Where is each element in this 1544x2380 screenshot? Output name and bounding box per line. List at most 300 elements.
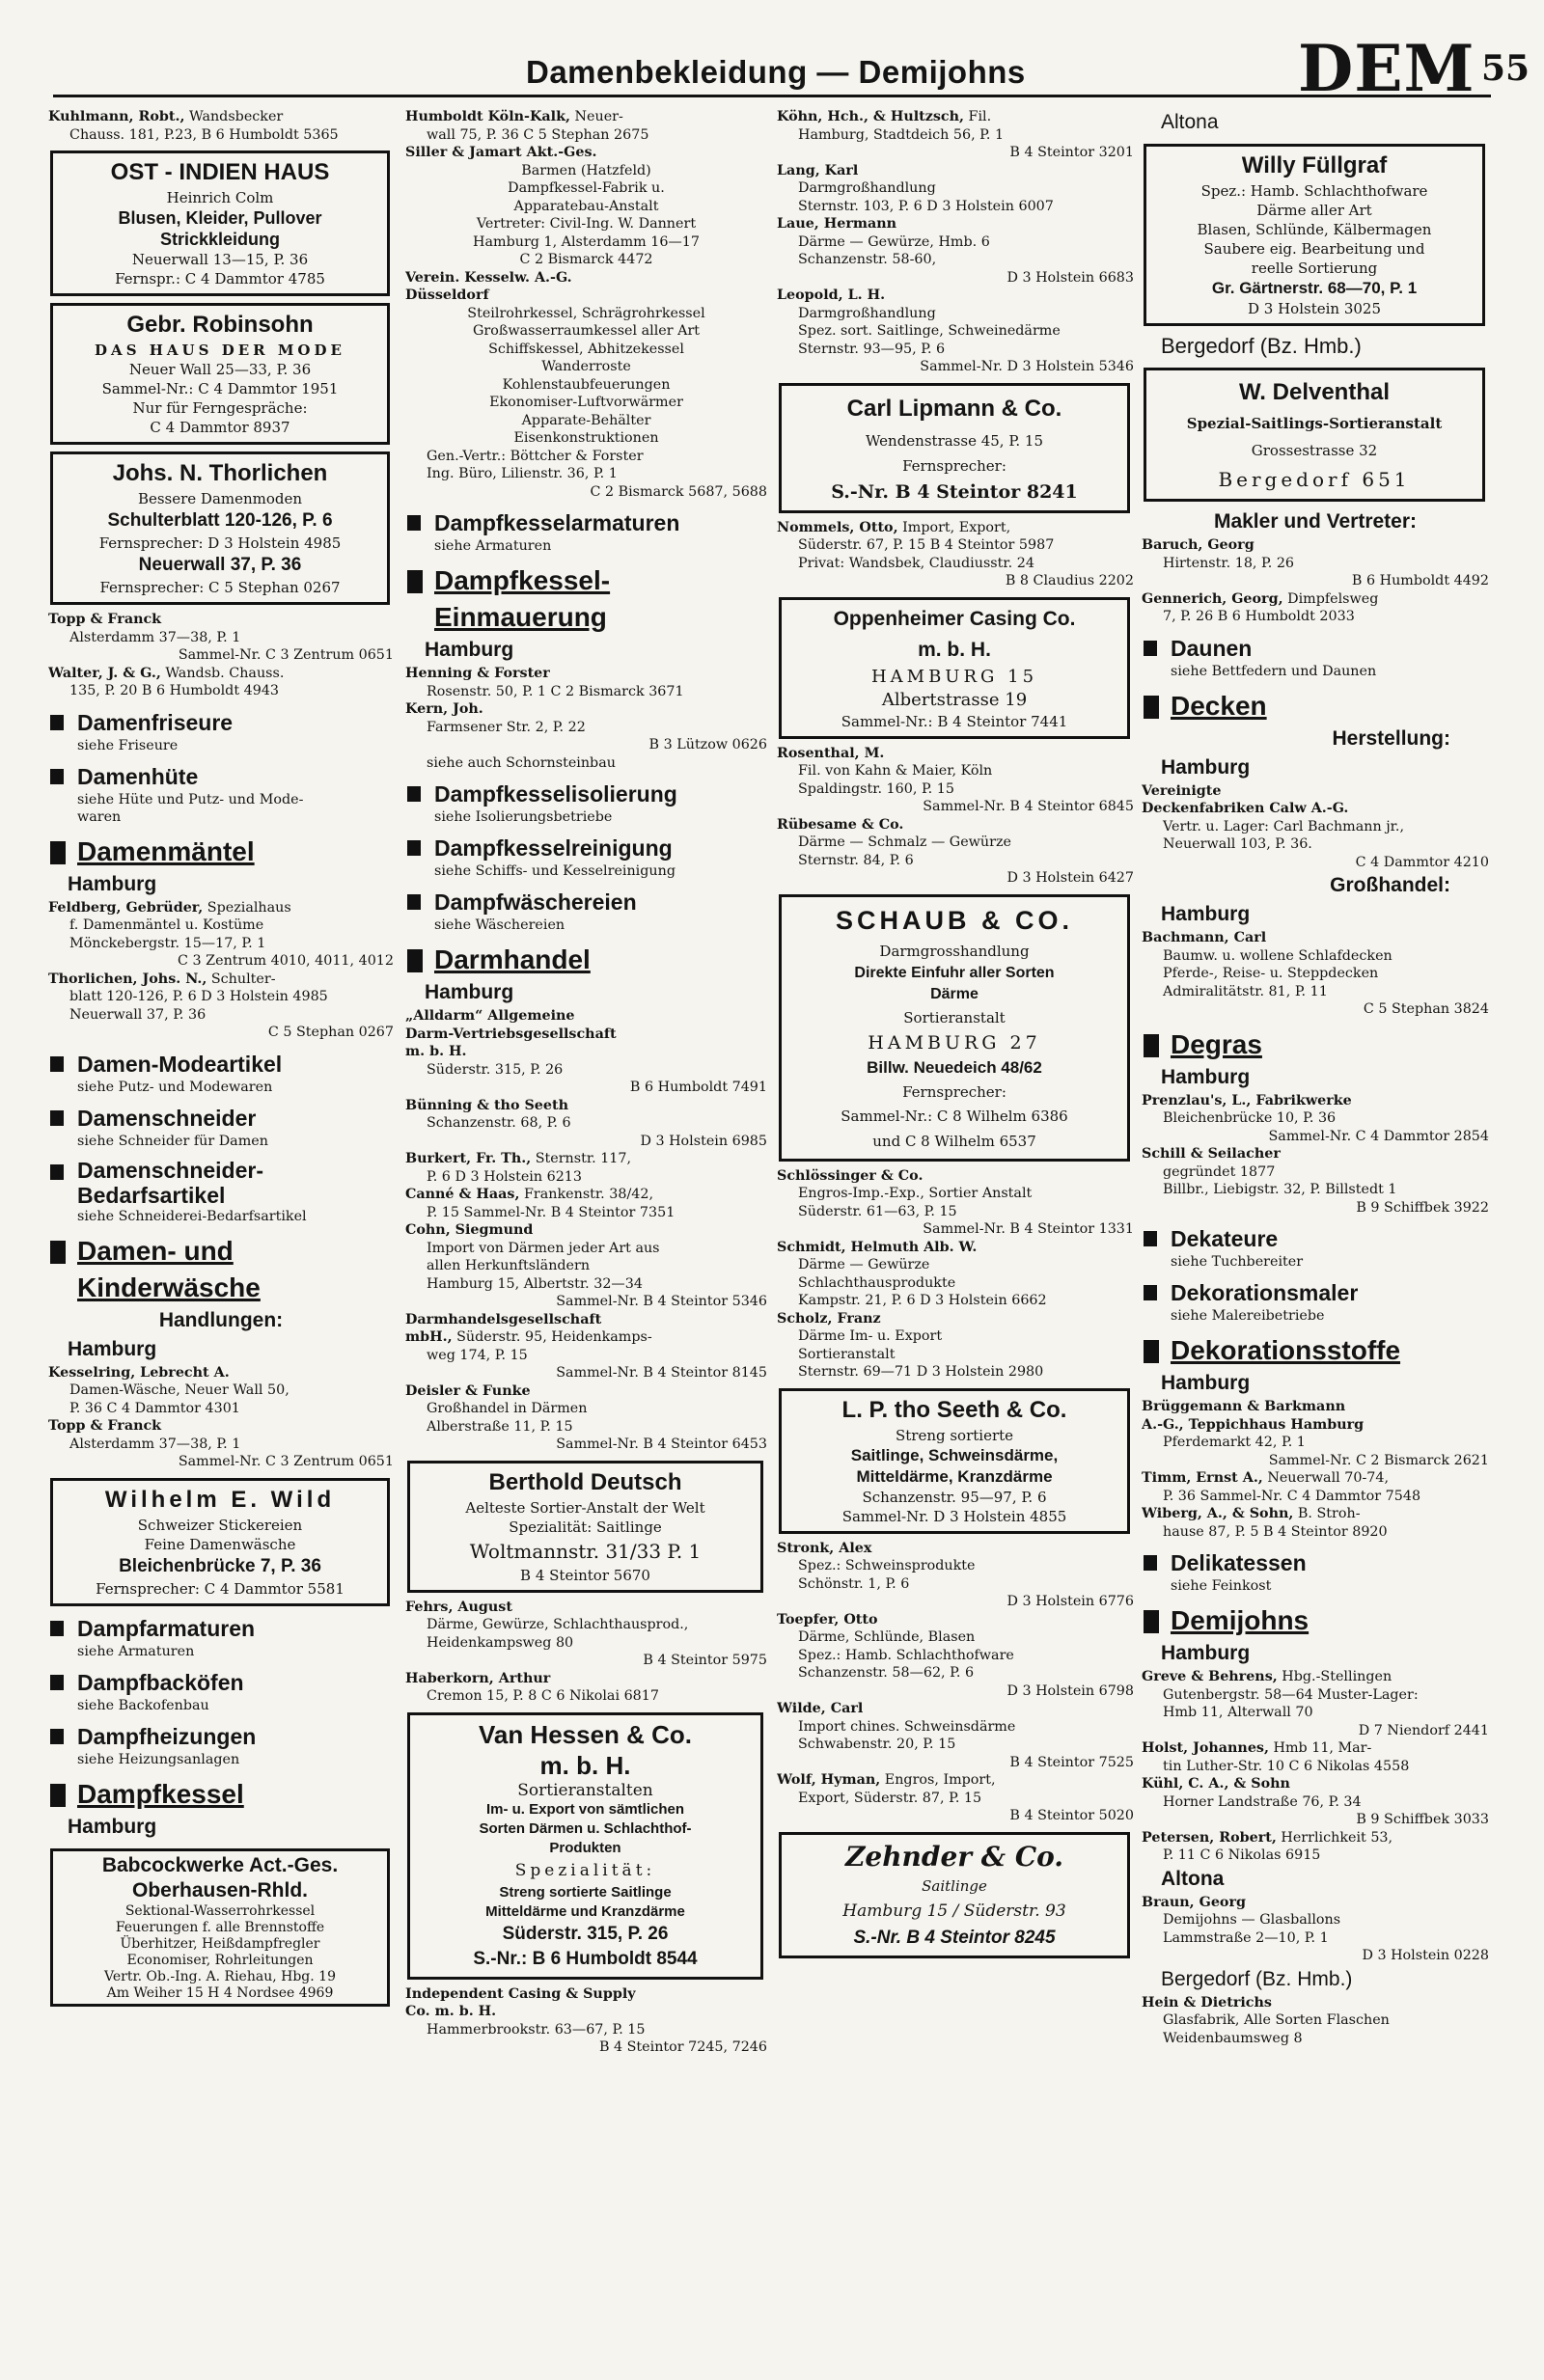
column-1 xyxy=(48,108,394,2356)
heading-dampfkessel-einmauerung-2: Einmauerung xyxy=(434,602,607,632)
entry-name: Siller & Jamart Akt.-Ges. xyxy=(405,145,597,160)
entry-line: Sammel-Nr. C 4 Dammtor 2854 xyxy=(1268,1128,1489,1144)
entry-line: Bleichenbrücke 10, P. 36 xyxy=(1163,1110,1337,1126)
entry-line: Ekonomiser-Luftvorwärmer xyxy=(489,395,683,410)
ad-line: Fernspr.: C 4 Dammtor 4785 xyxy=(115,270,325,287)
ad-title: Wilhelm E. Wild xyxy=(104,1486,336,1513)
entry-line: Ing. Büro, Lilienstr. 36, P. 1 xyxy=(427,466,618,481)
entry-list xyxy=(1142,1092,1489,1217)
column-4 xyxy=(1142,108,1489,2356)
heading-damenschneider: Damenschneider xyxy=(48,1104,394,1133)
entry-name: Humboldt Köln-Kalk, Neuer- xyxy=(405,109,623,124)
city-heading: Hamburg xyxy=(68,1815,157,1838)
entry-name: Thorlichen, Johs. N., Schulter- xyxy=(48,971,276,987)
entry-line: Kohlenstaubfeuerungen xyxy=(502,376,671,393)
entry-name: Holst, Johannes, Hmb 11, Mar- xyxy=(1142,1740,1372,1756)
entry-name: A.-G., Teppichhaus Hamburg xyxy=(1142,1416,1365,1433)
entry-line: P. 36 C 4 Dammtor 4301 xyxy=(69,1400,240,1416)
ad-line: C 4 Dammtor 8937 xyxy=(150,419,290,436)
entry-line: Vertr. u. Lager: Carl Bachmann jr., xyxy=(1163,818,1405,834)
ad-line: Spezialität: Saitlinge xyxy=(509,1518,662,1536)
ad-gebr-robinsohn xyxy=(50,303,390,445)
entry-line: Sternstr. 84, P. 6 xyxy=(798,852,914,868)
see-reference: siehe Armaturen xyxy=(434,538,552,554)
entry-name: Gennerich, Georg, Dimpfelsweg xyxy=(1142,590,1379,607)
ad-line: und C 8 Wilhelm 6537 xyxy=(872,1132,1036,1150)
entry-line: D 3 Holstein 6798 xyxy=(1006,1682,1134,1699)
entry-line: Pferdemarkt 42, P. 1 xyxy=(1163,1435,1306,1450)
see-reference: siehe Tuchbereiter xyxy=(1171,1254,1304,1270)
bullet-square xyxy=(1144,1231,1157,1246)
entry-line: B 6 Humboldt 4492 xyxy=(1351,573,1489,588)
ad-line: Sammel-Nr.: C 8 Wilhelm 6386 xyxy=(841,1107,1068,1125)
ad-line: B 4 Steintor 5670 xyxy=(520,1566,650,1584)
entry-list xyxy=(48,1364,394,1471)
ad-line: Feine Damenwäsche xyxy=(144,1535,296,1553)
entry-name: Kühl, C. A., & Sohn xyxy=(1142,1776,1290,1792)
entry-line: D 3 Holstein 6776 xyxy=(1006,1594,1134,1609)
see-reference: siehe Schneiderei-Bedarfsartikel xyxy=(77,1208,307,1224)
entry-line: Großhandel in Därmen xyxy=(427,1401,588,1416)
entry-line: Cremon 15, P. 8 C 6 Nikolai 6817 xyxy=(427,1688,659,1704)
entry-line: Chauss. 181, P.23, B 6 Humboldt 5365 xyxy=(69,126,339,143)
entry-list xyxy=(1142,1398,1489,1541)
ad-line: Strickkleidung xyxy=(159,230,281,249)
ad-title: Oppenheimer Casing Co. xyxy=(833,607,1076,630)
heading-degras: Degras xyxy=(1142,1026,1489,1063)
ad-title: W. Delventhal xyxy=(1238,379,1391,405)
heading-dampfbackoefen: Dampfbacköfen xyxy=(48,1668,394,1697)
city-heading: Hamburg xyxy=(1161,755,1251,779)
ad-line: Überhitzer, Heißdampfregler xyxy=(120,1935,320,1952)
bullet-square xyxy=(407,894,421,910)
city-heading: Altona xyxy=(1161,1867,1225,1890)
ad-line: Darmgrosshandlung xyxy=(879,942,1030,960)
heading-damenhuete: Damenhüte xyxy=(48,762,394,791)
ad-line: Schulterblatt 120-126, P. 6 xyxy=(107,510,333,531)
entry-name: Henning & Forster xyxy=(405,666,550,681)
entry-line: Schlachthausprodukte xyxy=(798,1274,956,1291)
entry-name: Wolf, Hyman, Engros, Import, xyxy=(777,1772,996,1788)
bullet-square xyxy=(50,1241,66,1264)
entry-name: Schill & Seilacher xyxy=(1142,1146,1281,1162)
entry-line: Hamburg 1, Alsterdamm 16—17 xyxy=(473,233,700,250)
entry-name: Vereinigte xyxy=(1142,782,1222,799)
entry-list xyxy=(48,611,394,700)
bullet-square xyxy=(50,1729,64,1744)
entry-line: C 5 Stephan 0267 xyxy=(267,1025,394,1040)
entry-line: Sternstr. 93—95, P. 6 xyxy=(798,341,946,357)
ad-title-2: m. b. H. xyxy=(539,1750,631,1780)
ad-w-delventhal xyxy=(1144,368,1485,502)
ad-line: Sorten Därmen u. Schlachthof- xyxy=(479,1819,692,1837)
ad-line: Fernsprecher: xyxy=(902,1082,1006,1101)
entry-line: 7, P. 26 B 6 Humboldt 2033 xyxy=(1163,609,1355,624)
ad-wilhelm-wild xyxy=(50,1478,390,1606)
entry-name: Topp & Franck xyxy=(48,1418,162,1434)
ad-line: Fernsprecher: C 4 Dammtor 5581 xyxy=(96,1579,345,1598)
bullet-square xyxy=(407,949,423,972)
entry-name: Rübesame & Co. xyxy=(777,816,904,833)
ad-line: Neuer Wall 25—33, P. 36 xyxy=(128,361,312,378)
see-reference: siehe Isolierungsbetriebe xyxy=(434,809,613,825)
ad-line: Am Weiher 15 H 4 Nordsee 4969 xyxy=(106,1984,334,2001)
ad-carl-lipmann xyxy=(779,383,1130,513)
see-reference: siehe Feinkost xyxy=(1171,1578,1272,1594)
ad-line: Spezialität: xyxy=(514,1860,656,1880)
see-reference: siehe Hüte und Putz- und Mode- xyxy=(77,791,304,807)
ad-line: Spez.: Hamb. Schlachthofware xyxy=(1200,182,1428,200)
entry-line: Sammel-Nr. B 4 Steintor 8145 xyxy=(556,1365,767,1381)
entry-line: Engros-Imp.-Exp., Sortier Anstalt xyxy=(798,1186,1033,1201)
see-reference: siehe Wäschereien xyxy=(434,917,565,933)
entry-line: Sammel-Nr. D 3 Holstein 5346 xyxy=(920,359,1134,374)
entry-line: Därme — Gewürze xyxy=(798,1257,930,1272)
entry-line: Därme — Gewürze, Hmb. 6 xyxy=(798,233,990,250)
entry-name: Darm-Vertriebsgesellschaft xyxy=(405,1026,617,1042)
ad-line: DAS HAUS DER MODE xyxy=(95,342,345,359)
ad-line: Blasen, Schlünde, Kälbermagen xyxy=(1197,221,1432,238)
entry-line: Hirtenstr. 18, P. 26 xyxy=(1163,555,1295,571)
entry-line: Sammel-Nr. B 4 Steintor 1331 xyxy=(923,1221,1134,1237)
entry-list xyxy=(405,1007,767,1454)
bullet-square xyxy=(1144,1285,1157,1300)
entry-line: Schanzenstr. 68, P. 6 xyxy=(427,1115,571,1131)
ad-line: Wendenstrasse 45, P. 15 xyxy=(865,431,1044,450)
ad-line: Bleichenbrücke 7, P. 36 xyxy=(119,1555,321,1576)
entry-line: Schanzenstr. 58-60, xyxy=(798,252,937,267)
see-reference: siehe Bettfedern und Daunen xyxy=(1171,663,1377,679)
entry-line: Sammel-Nr. C 2 Bismarck 2621 xyxy=(1268,1452,1489,1468)
ad-title: Willy Füllgraf xyxy=(1241,152,1388,178)
ad-line: Sektional-Wasserrohrkessel xyxy=(124,1902,316,1919)
entry-line: Schwabenstr. 20, P. 15 xyxy=(798,1737,956,1752)
entry-line: P. 15 Sammel-Nr. B 4 Steintor 7351 xyxy=(427,1204,676,1220)
entry-name: Deckenfabriken Calw A.-G. xyxy=(1142,801,1349,816)
heading-dampfkessel-einmauerung: Dampfkessel- xyxy=(405,562,767,599)
entry-name: Fehrs, August xyxy=(405,1599,512,1615)
entry-line: Apparate-Behälter xyxy=(521,412,651,428)
city-heading: Hamburg xyxy=(1161,1065,1251,1088)
entry-name: Wilde, Carl xyxy=(777,1701,864,1716)
ad-line: Feuerungen f. alle Brennstoffe xyxy=(115,1919,325,1935)
entry-list xyxy=(777,1167,1134,1381)
bullet-square xyxy=(50,1164,64,1180)
entry-line: weg 174, P. 15 xyxy=(427,1347,528,1363)
ad-line: Fernsprecher: xyxy=(902,456,1006,475)
entry-line: Damen-Wäsche, Neuer Wall 50, xyxy=(69,1382,290,1398)
entry-list xyxy=(777,519,1134,590)
entry-list xyxy=(777,108,1134,376)
ad-schaub-co xyxy=(779,894,1130,1162)
bullet-square xyxy=(50,1675,64,1690)
entry-line: Hmb 11, Alterwall 70 xyxy=(1163,1705,1313,1720)
entry-line: Därme, Schlünde, Blasen xyxy=(798,1629,976,1645)
see-reference: siehe Malereibetriebe xyxy=(1171,1308,1325,1324)
ad-tho-seeth xyxy=(779,1388,1130,1534)
ad-zehnder-co xyxy=(779,1832,1130,1958)
column-3 xyxy=(777,108,1134,2356)
entry-name: Deisler & Funke xyxy=(405,1382,531,1399)
subheading: Herstellung: xyxy=(1332,726,1450,750)
ad-line: HAMBURG 27 xyxy=(868,1031,1041,1053)
entry-line: Horner Landstraße 76, P. 34 xyxy=(1163,1793,1362,1810)
entry-line: Sammel-Nr. B 4 Steintor 5346 xyxy=(556,1294,767,1309)
see-reference: siehe Schneider für Damen xyxy=(77,1133,268,1149)
page-title: Damenbekleidung — Demijohns xyxy=(526,54,1026,90)
heading-dampfkesselarmaturen: Dampfkesselarmaturen xyxy=(405,508,767,537)
entry-line: Spaldingstr. 160, P. 15 xyxy=(798,780,954,797)
ad-line: Grossestrasse 32 xyxy=(1251,442,1378,459)
ad-line: Saitlinge xyxy=(922,1876,987,1895)
ad-line: Gr. Gärtnerstr. 68—70, P. 1 xyxy=(1211,279,1418,297)
bullet-square xyxy=(50,769,64,784)
see-reference: siehe Armaturen xyxy=(77,1643,195,1659)
entry-line: Darmgroßhandlung xyxy=(798,305,936,321)
entry-line: Sternstr. 103, P. 6 D 3 Holstein 6007 xyxy=(798,198,1054,214)
entry-line: Süderstr. 315, P. 26 xyxy=(427,1061,564,1078)
entry-line: Lammstraße 2—10, P. 1 xyxy=(1163,1929,1329,1946)
ad-line: Vertr. Ob.-Ing. A. Riehau, Hbg. 19 xyxy=(104,1968,336,1984)
bullet-square xyxy=(50,715,64,730)
heading-damenmaentel: Damenmäntel xyxy=(48,834,394,870)
ad-willy-fuellgraf xyxy=(1144,144,1485,326)
entry-line: B 4 Steintor 7245, 7246 xyxy=(598,2039,767,2055)
heading-dampfkesselreinigung: Dampfkesselreinigung xyxy=(405,834,767,862)
entry-name: m. b. H. xyxy=(405,1044,467,1059)
entry-line: B 9 Schiffbek 3922 xyxy=(1356,1199,1489,1216)
entry-name: Timm, Ernst A., Neuerwall 70-74, xyxy=(1142,1470,1390,1486)
entry-line: Neuerwall 37, P. 36 xyxy=(69,1006,207,1023)
entry-line: Import von Därmen jeder Art aus xyxy=(427,1240,660,1256)
entry-name: Stronk, Alex xyxy=(777,1540,872,1556)
ad-title: L. P. tho Seeth & Co. xyxy=(841,1396,1067,1423)
see-reference: siehe Friseure xyxy=(77,737,179,753)
ad-line: Sortieranstalt xyxy=(903,1008,1006,1026)
entry-name: Petersen, Robert, Herrlichkeit 53, xyxy=(1142,1829,1393,1846)
ad-line: Bessere Damenmoden xyxy=(137,490,303,507)
entry-name: Rosenthal, M. xyxy=(777,745,885,761)
entry-list xyxy=(405,1599,767,1706)
entry-line: D 7 Niendorf 2441 xyxy=(1358,1722,1489,1738)
ad-line: Saitlinge, Schweinsdärme, xyxy=(850,1445,1059,1464)
entry-line: Süderstr. 67, P. 15 B 4 Steintor 5987 xyxy=(798,537,1055,553)
entry-line: Spez. sort. Saitlinge, Schweinedärme xyxy=(798,323,1061,339)
ad-berthold-deutsch xyxy=(407,1461,763,1593)
heading-daunen: Daunen xyxy=(1142,634,1489,663)
entry-line: Admiralitätstr. 81, P. 11 xyxy=(1163,983,1328,999)
entry-line: D 3 Holstein 0228 xyxy=(1362,1948,1489,1963)
ad-line: Süderstr. 315, P. 26 xyxy=(502,1923,669,1944)
heading-dampfkessel: Dampfkessel xyxy=(48,1776,394,1813)
entry-name: Düsseldorf xyxy=(405,287,489,303)
city-heading: Hamburg xyxy=(1161,1642,1251,1664)
ad-line: Direkte Einfuhr aller Sorten xyxy=(854,964,1055,981)
ad-title: Gebr. Robinsohn xyxy=(126,312,314,338)
ad-title: Van Hessen & Co. xyxy=(478,1719,693,1749)
entry-name: Walter, J. & G., Wandsb. Chauss. xyxy=(48,665,285,681)
entry-name: Schlössinger & Co. xyxy=(777,1167,924,1184)
entry-list xyxy=(1142,536,1489,626)
bullet-square xyxy=(407,786,421,802)
entry-line: Alberstraße 11, P. 15 xyxy=(427,1418,573,1435)
bullet-square xyxy=(1144,696,1159,719)
entry-list xyxy=(405,108,767,501)
entry-line: Sortieranstalt xyxy=(798,1346,896,1362)
ad-line: S.-Nr. B 4 Steintor 8241 xyxy=(831,480,1078,503)
ad-line: Streng sortierte Saitlinge xyxy=(499,1883,672,1901)
entry-line: Gutenbergstr. 58—64 Muster-Lager: xyxy=(1163,1686,1419,1703)
entry-line: B 4 Steintor 7525 xyxy=(1009,1754,1134,1770)
entry-list xyxy=(1142,1894,1489,1965)
bullet-square xyxy=(1144,1340,1159,1363)
heading-dekateure: Dekateure xyxy=(1142,1224,1489,1253)
bullet-square xyxy=(50,1056,64,1072)
entry-line: Spez.: Schweinsprodukte xyxy=(798,1558,976,1573)
entry-line: Därme, Gewürze, Schlachthausprod., xyxy=(427,1617,689,1632)
bullet-square xyxy=(407,515,421,531)
ad-line: reelle Sortierung xyxy=(1251,260,1378,277)
entry-name: Bünning & tho Seeth xyxy=(405,1097,568,1113)
ad-title: OST - INDIEN HAUS xyxy=(110,159,330,185)
bullet-square xyxy=(407,840,421,856)
ad-line: Economiser, Rohrleitungen xyxy=(126,1952,314,1968)
entry-line: Hamburg, Stadtdeich 56, P. 1 xyxy=(798,126,1005,143)
entry-line: Pferde-, Reise- u. Steppdecken xyxy=(1163,966,1379,981)
heading-damen-modeartikel: Damen-Modeartikel xyxy=(48,1050,394,1079)
entry-name: Baruch, Georg xyxy=(1142,537,1254,553)
entry-list xyxy=(48,108,394,144)
entry-line: tin Luther-Str. 10 C 6 Nikolas 4558 xyxy=(1163,1758,1410,1774)
entry-line: Heidenkampsweg 80 xyxy=(427,1634,574,1651)
entry-line: Schanzenstr. 58—62, P. 6 xyxy=(798,1665,975,1681)
entry-line: B 4 Steintor 5975 xyxy=(643,1653,767,1668)
entry-line: Import chines. Schweinsdärme xyxy=(798,1718,1016,1735)
ad-title-2: Oberhausen-Rhld. xyxy=(131,1878,309,1901)
heading-damen-kinderwaesche-2: Kinderwäsche xyxy=(77,1272,261,1302)
see-reference: waren xyxy=(77,808,122,825)
entry-line: B 3 Lützow 0626 xyxy=(648,737,767,752)
bullet-square xyxy=(1144,1034,1159,1057)
ad-line: Blusen, Kleider, Pullover xyxy=(118,208,322,228)
ad-line: Neuerwall 37, P. 36 xyxy=(138,555,302,575)
ad-line: Mitteldärme und Kranzdärme xyxy=(485,1902,685,1920)
entry-line: Sammel-Nr. C 3 Zentrum 0651 xyxy=(178,647,394,663)
entry-list xyxy=(405,1985,767,2057)
entry-line: Glasfabrik, Alle Sorten Flaschen xyxy=(1163,2012,1390,2028)
entry-line: C 3 Zentrum 4010, 4011, 4012 xyxy=(178,953,394,969)
entry-line: C 5 Stephan 3824 xyxy=(1363,1001,1489,1017)
entry-list xyxy=(48,899,394,1042)
entry-list xyxy=(777,745,1134,888)
entry-line: Sammel-Nr. B 4 Steintor 6453 xyxy=(556,1436,767,1452)
bullet-square xyxy=(50,1110,64,1126)
entry-line: B 8 Claudius 2202 xyxy=(1005,573,1134,588)
entry-list xyxy=(1142,1994,1489,2048)
ad-line: Albertstrasse 19 xyxy=(881,689,1028,710)
city-heading: Hamburg xyxy=(68,872,157,895)
city-heading: Hamburg xyxy=(1161,903,1251,925)
entry-line: f. Damenmäntel u. Kostüme xyxy=(69,917,264,933)
ad-line: Sortieranstalten xyxy=(517,1780,653,1800)
entry-line: Alsterdamm 37—38, P. 1 xyxy=(69,1436,241,1452)
entry-line: Demijohns — Glasballons xyxy=(1163,1912,1341,1928)
entry-name: Hein & Dietrichs xyxy=(1142,1994,1272,2011)
entry-name: Greve & Behrens, Hbg.-Stellingen xyxy=(1142,1669,1392,1684)
ad-line: Sammel-Nr.: B 4 Steintor 7441 xyxy=(841,712,1068,730)
subheading: Makler und Vertreter: xyxy=(1213,510,1418,533)
entry-line: allen Herkunftsländern xyxy=(427,1258,591,1273)
ad-title: SCHAUB & CO. xyxy=(835,905,1073,935)
see-reference: siehe Schiffs- und Kesselreinigung xyxy=(434,863,676,879)
entry-line: Wanderroste xyxy=(541,359,631,374)
bullet-square xyxy=(1144,1610,1159,1633)
ad-line: S.-Nr.: B 6 Humboldt 8544 xyxy=(473,1948,698,1969)
entry-name: Haberkorn, Arthur xyxy=(405,1670,551,1686)
ad-line: Produkten xyxy=(549,1839,621,1856)
entry-line: Spez.: Hamb. Schlachthofware xyxy=(798,1647,1014,1663)
page-number: 55 xyxy=(1481,48,1530,89)
entry-line: wall 75, P. 36 C 5 Stephan 2675 xyxy=(427,126,649,143)
city-heading: Hamburg xyxy=(425,639,514,661)
entry-line: Gen.-Vertr.: Böttcher & Forster xyxy=(427,448,644,464)
ad-van-hessen xyxy=(407,1712,763,1980)
entry-line: Vertreter: Civil-Ing. W. Dannert xyxy=(476,216,697,232)
ad-ost-indien-haus xyxy=(50,150,390,296)
ad-line: HAMBURG 15 xyxy=(870,666,1038,687)
entry-line: Schönstr. 1, P. 6 xyxy=(798,1575,910,1592)
see-reference: siehe Backofenbau xyxy=(77,1697,209,1713)
ad-oppenheimer-casing xyxy=(779,597,1130,739)
entry-name: Darmhandelsgesellschaft xyxy=(405,1311,602,1327)
city-heading: Bergedorf (Bz. Hmb.) xyxy=(1161,1967,1353,1990)
entry-line: Mönckebergstr. 15—17, P. 1 xyxy=(69,935,266,951)
entry-list xyxy=(1142,1668,1489,1865)
entry-line: Schiffskessel, Abhitzekessel xyxy=(488,341,684,357)
heading-dekorationsmaler: Dekorationsmaler xyxy=(1142,1278,1489,1307)
entry-list xyxy=(405,665,767,772)
heading-damenschneider-bedarf: Damenschneider- xyxy=(48,1158,394,1183)
entry-line: Alsterdamm 37—38, P. 1 xyxy=(69,629,241,645)
city-heading: Hamburg xyxy=(425,981,514,1003)
entry-name: mbH., Süderstr. 95, Heidenkamps- xyxy=(405,1329,652,1345)
entry-name: Scholz, Franz xyxy=(777,1310,881,1327)
entry-name: Burkert, Fr. Th., Sternstr. 117, xyxy=(405,1151,632,1166)
entry-line: D 3 Holstein 6985 xyxy=(640,1133,767,1149)
bullet-square xyxy=(50,841,66,864)
entry-name: Independent Casing & Supply xyxy=(405,1985,636,2002)
ad-line: Woltmannstr. 31/33 P. 1 xyxy=(469,1539,702,1563)
entry-line: D 3 Holstein 6683 xyxy=(1006,269,1134,286)
entry-name: Köhn, Hch., & Hultzsch, Fil. xyxy=(777,109,992,124)
city-heading: Hamburg xyxy=(68,1337,157,1360)
heading-dekorationsstoffe: Dekorationsstoffe xyxy=(1142,1332,1489,1369)
ad-line: Hamburg 15 / Süderstr. 93 xyxy=(842,1901,1066,1921)
entry-line: P. 11 C 6 Nikolas 6915 xyxy=(1163,1847,1321,1863)
entry-line: Därme Im- u. Export xyxy=(798,1328,943,1344)
ad-line: Schweizer Stickereien xyxy=(137,1516,303,1534)
entry-line: Barmen (Hatzfeld) xyxy=(521,162,651,178)
ad-babcockwerke xyxy=(50,1848,390,2007)
entry-line: C 4 Dammtor 4210 xyxy=(1355,854,1489,870)
entry-line: hause 87, P. 5 B 4 Steintor 8920 xyxy=(1163,1523,1388,1540)
ad-line: Fernsprecher: C 5 Stephan 0267 xyxy=(99,579,341,596)
entry-line: Eisenkonstruktionen xyxy=(513,430,659,446)
entry-line: Hammerbrookstr. 63—67, P. 15 xyxy=(427,2021,646,2038)
entry-name: Laue, Hermann xyxy=(777,216,897,232)
city-heading: Bergedorf (Bz. Hmb.) xyxy=(1161,334,1362,358)
entry-name: Verein. Kesselw. A.-G. xyxy=(405,269,572,286)
